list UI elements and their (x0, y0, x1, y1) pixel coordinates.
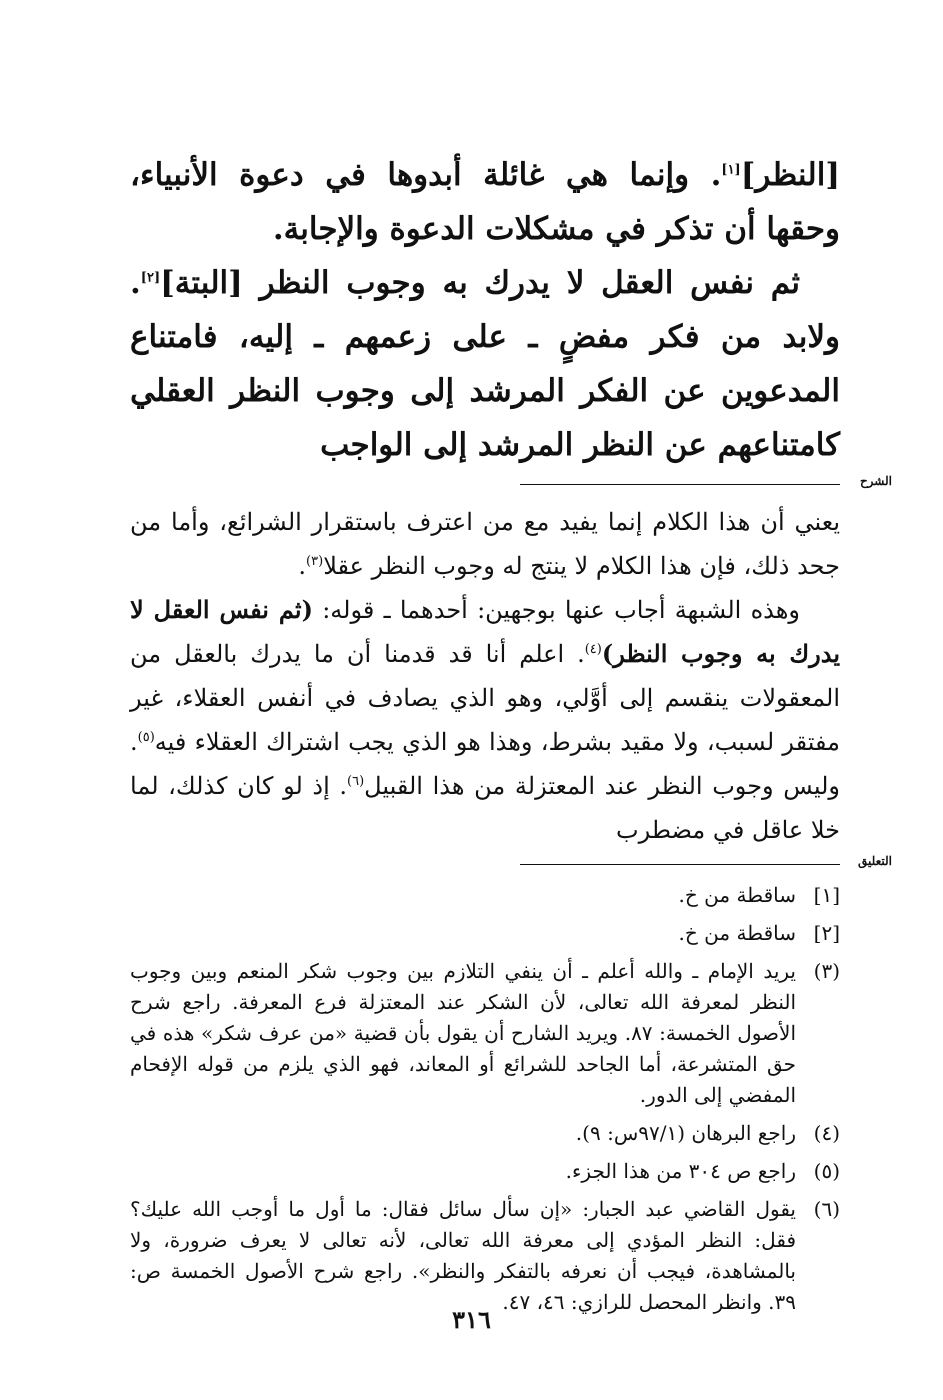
footnote-marker-4: (٤) (584, 642, 602, 657)
footnote-number: [٢] (813, 921, 840, 945)
taaliq-divider (130, 854, 892, 874)
footnote-number: [١] (813, 883, 840, 907)
footnote-text: راجع ص ٣٠٤ من هذا الجزء. (565, 1159, 796, 1183)
footnote-number: (٤) (813, 1121, 840, 1145)
footnote (130, 918, 840, 949)
footnote-number: (٣) (813, 959, 840, 983)
footnote (130, 956, 840, 1111)
sharh-text-run: يعني أن هذا الكلام إنما يفيد مع من اعترف باستقرار الشرائع، وأما من جحد ذلك، فإن هذا الكلام لا ينتج له وجوب النظر عقلا (130, 508, 840, 580)
footnote-number: (٦) (813, 1197, 840, 1221)
footnote-marker-5: (٥) (137, 730, 155, 745)
footnote-text: ساقطة من خ. (678, 921, 796, 945)
divider-rule (520, 484, 840, 485)
matn-paragraph-2 (130, 256, 840, 472)
footnote-text: ساقطة من خ. (678, 883, 796, 907)
sharh-divider (130, 474, 892, 494)
footnote (130, 1156, 840, 1187)
footnote-marker-1: [١] (721, 162, 741, 178)
sharh-text-run: . اعلم أنا قد قدمنا أن ما يدرك بالعقل من المعقولات ينقسم إلى أوَّلي، وهو الذي يصادف في أنفس العقلاء، غير مفتقر لسبب، ولا مقيد بشرط، وهذا هو الذي يجب اشتراك العقلاء فيه (130, 640, 841, 756)
sharh-text-run: وهذه الشبهة أجاب عنها بوجهين: أحدهما ـ قوله: (312, 596, 800, 624)
footnote-text: يقول القاضي عبد الجبار: «إن سأل سائل فقال: ما أول ما أوجب الله عليك؟ فقل: النظر المؤدي إلى معرفة الله تعالى، لأنه تعالى لا يعرف ضرورة، ولا بالمشاهدة، فيجب أن نعرفه بالتفكر والنظر». راجع شرح الأصول الخمسة ص: ٣٩. وانظر المحصل للرازي: ٤٦، ٤٧. (130, 1197, 797, 1314)
sharh-text-run: . وليس وجوب النظر عند المعتزلة من هذا القبيل (130, 728, 840, 800)
sharh-paragraph-2 (130, 588, 840, 852)
matn-text-run: ثم نفس العقل لا يدرك به وجوب النظر [البتة] (160, 265, 800, 301)
footnote-text: راجع البرهان (٩٧/١س: ٩). (575, 1121, 796, 1145)
sharh-text (130, 500, 840, 852)
page-number: ٣١٦ (452, 1305, 491, 1334)
sharh-text-run: . إذ لو كان كذلك، لما خلا عاقل في مضطرب (130, 772, 840, 844)
taaliq-label: التعليق (857, 854, 892, 868)
matn-text-run: [النظر] (740, 157, 840, 193)
divider-rule (520, 864, 840, 865)
matn-paragraph-1 (130, 148, 840, 256)
footnote-number: (٥) (813, 1159, 840, 1183)
footnote (130, 880, 840, 911)
sharh-text-run: . (298, 552, 307, 580)
sharh-label: الشرح (859, 474, 892, 488)
footnote-text: يريد الإمام ـ والله أعلم ـ أن ينفي التلازم بين وجوب شكر المنعم وبين وجوب النظر لمعرفة الله تعالى، لأن الشكر عند المعتزلة فرع المعرفة. راجع شرح الأصول الخمسة: ٨٧. ويريد الشارح أن يقول بأن قضية «من عرف شكر» هذه في حق المتشرعة، أما الجاحد للشرائع أو المعاند، فهو الذي يلزم من قوله الإفحام المفضي إلى الدور. (130, 959, 797, 1107)
page-content (130, 148, 892, 1325)
footnotes (130, 880, 840, 1318)
matn-text-run: . وإنما هي غائلة أبدوها في دعوة الأنبياء، وحقها أن تذكر في مشكلات الدعوة والإجابة. (130, 157, 840, 247)
sharh-paragraph-1 (130, 500, 840, 588)
footnote (130, 1194, 840, 1318)
footnote (130, 1118, 840, 1149)
quoted-matn: (ثم نفس العقل لا يدرك به وجوب النظر) (130, 595, 841, 668)
footnote-marker-6: (٦) (347, 774, 365, 789)
footnote-marker-2: [٢] (140, 270, 161, 286)
matn-text-run: . ولابد من فكر مفضٍ ـ على زعمهم ـ إليه، فامتناع المدعوين عن الفكر المرشد إلى وجوب النظر العقلي كامتناعهم عن النظر المرشد إلى الواجب (130, 265, 840, 463)
matn-text (130, 148, 840, 472)
footnote-marker-3: (٣) (306, 554, 324, 569)
